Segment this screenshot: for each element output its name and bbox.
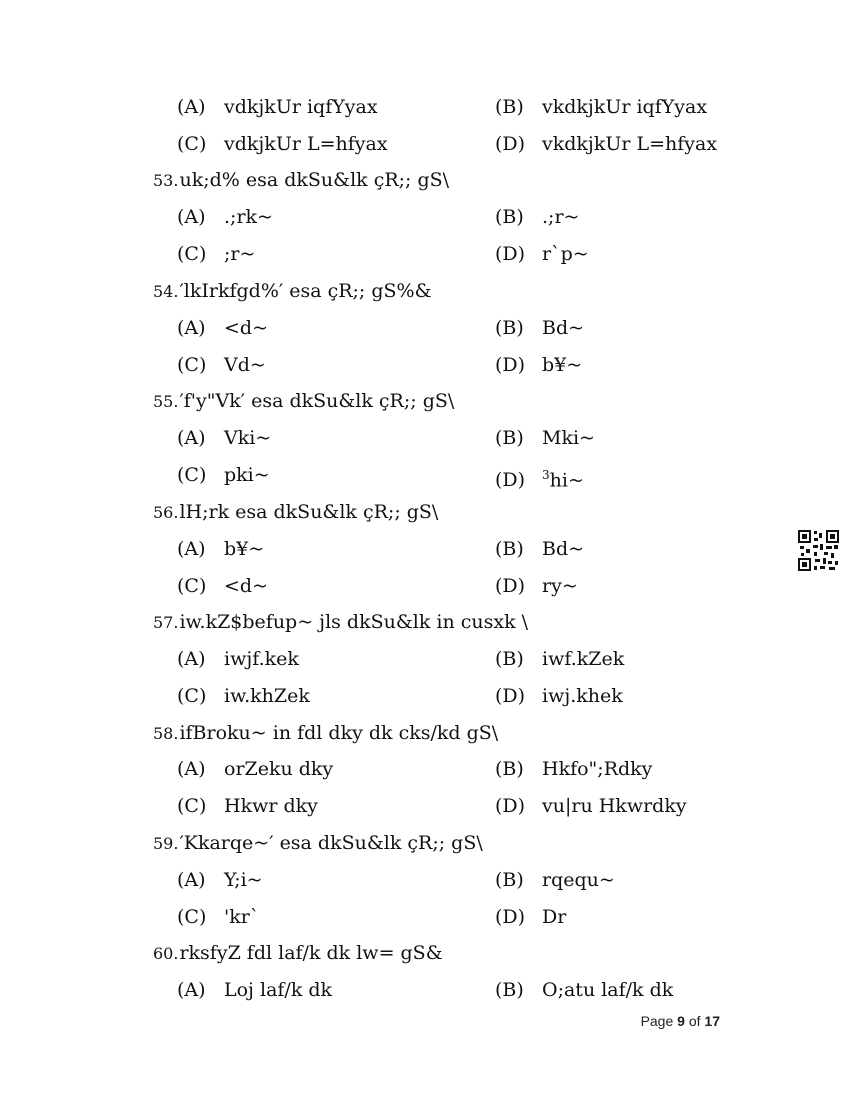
option-d: (D) vu|ru Hkwrdky <box>495 795 687 817</box>
question-54: 54.′lkIrkfgd%′ esa çR;; gS%& <box>153 280 432 302</box>
question-55: 55.′f'y"Vk′ esa dkSu&lk çR;; gS\ <box>153 390 455 412</box>
option-b: (B) O;atu laf/k dk <box>495 979 674 1001</box>
option-a: (A) <d~ <box>177 317 269 339</box>
question-58: 58.ifBroku~ in fdl dky dk cks/kd gS\ <box>153 722 499 744</box>
option-a: (A) Loj laf/k dk <box>177 979 333 1001</box>
option-a: (A) Y;i~ <box>177 869 263 891</box>
option-b: (B) .;r~ <box>495 206 580 228</box>
option-a: (A) .;rk~ <box>177 206 273 228</box>
option-c: (C) Hkwr dky <box>177 795 318 817</box>
option-c: (C) vdkjkUr L=hfyax <box>177 133 388 155</box>
option-d: (D) r`p~ <box>495 243 589 265</box>
option-b: (B) Mki~ <box>495 427 595 449</box>
option-d: (D) $^3$hi~ <box>495 468 584 492</box>
option-d: (D) vkdkjkUr L=hfyax <box>495 133 718 155</box>
question-57: 57.iw.kZ$befup~ jls dkSu&lk in cusxk \ <box>153 611 529 633</box>
option-c: (C) Vd~ <box>177 354 266 376</box>
question-56: 56.lH;rk esa dkSu&lk çR;; gS\ <box>153 501 439 523</box>
option-c: (C) ;r~ <box>177 243 256 265</box>
option-b: (B) rqequ~ <box>495 869 615 891</box>
option-d: (D) Dr <box>495 906 567 928</box>
option-b: (B) vkdkjkUr iqfYyax <box>495 96 708 118</box>
option-a: (A) orZeku dky <box>177 758 334 780</box>
option-c: (C) iw.khZek <box>177 685 310 707</box>
option-b: (B) iwf.kZek <box>495 648 625 670</box>
option-a: (A) iwjf.kek <box>177 648 299 670</box>
page-footer: Page 9 of 17 <box>640 1013 720 1029</box>
question-60: 60.rksfyZ fdl laf/k dk lw= gS& <box>153 942 443 964</box>
option-d: (D) iwj.khek <box>495 685 623 707</box>
option-c: (C) 'kr` <box>177 906 260 928</box>
option-b: (B) Bd~ <box>495 317 585 339</box>
option-c: (C) <d~ <box>177 575 269 597</box>
option-a: (A) vdkjkUr iqfYyax <box>177 96 378 118</box>
qr-code-icon <box>798 530 839 571</box>
superscript: 3 <box>542 468 550 482</box>
option-d: (D) ry~ <box>495 575 578 597</box>
option-a: (A) b¥~ <box>177 538 265 560</box>
option-b: (B) Hkfo";Rdky <box>495 758 653 780</box>
option-a: (A) Vki~ <box>177 427 272 449</box>
question-53: 53.uk;d% esa dkSu&lk çR;; gS\ <box>153 169 450 191</box>
option-d: (D) b¥~ <box>495 354 583 376</box>
option-b: (B) Bd~ <box>495 538 585 560</box>
question-59: 59.′Kkarqe~′ esa dkSu&lk çR;; gS\ <box>153 832 483 854</box>
option-c: (C) pki~ <box>177 464 270 486</box>
